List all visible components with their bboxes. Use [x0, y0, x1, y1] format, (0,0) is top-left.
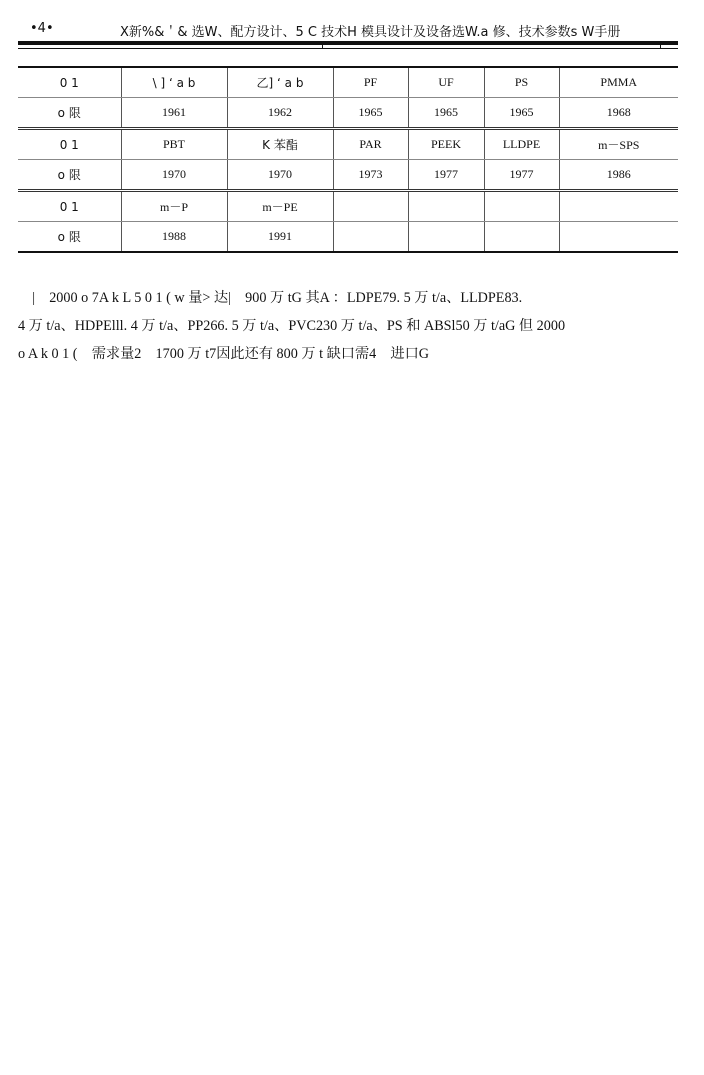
table-cell: 1977 — [484, 160, 559, 191]
table-cell: 1962 — [227, 98, 333, 129]
row-label: 0 1 — [18, 129, 121, 160]
header-rule-tick — [322, 44, 323, 49]
table-cell: 1965 — [408, 98, 484, 129]
row-label: o 限 — [18, 98, 121, 129]
body-paragraph — [18, 284, 678, 368]
table-cell: m－P — [121, 191, 227, 222]
table-cell: 1968 — [559, 98, 678, 129]
table-cell — [484, 222, 559, 253]
table-row — [18, 222, 678, 253]
row-label: o 限 — [18, 160, 121, 191]
table-cell: 1965 — [333, 98, 408, 129]
paragraph-line: | 2000 o 7A k L 5 0 1 ( w 量> 达| 900 万 tG 其A ：LDPE79. 5 万 t/a、LLDPE83. — [18, 290, 523, 306]
table-cell: 1977 — [408, 160, 484, 191]
table-cell: 1961 — [121, 98, 227, 129]
table-row — [18, 160, 678, 191]
table-row — [18, 98, 678, 129]
table-cell: 1970 — [121, 160, 227, 191]
table-cell: PF — [333, 67, 408, 98]
table-cell — [559, 222, 678, 253]
table-cell: 1965 — [484, 98, 559, 129]
header-rule-tick — [660, 44, 661, 49]
header-rule-thick — [18, 41, 678, 45]
table-cell: PEEK — [408, 129, 484, 160]
table-row — [18, 67, 678, 98]
table-row — [18, 129, 678, 160]
table-cell: 1991 — [227, 222, 333, 253]
table-cell: m－SPS — [559, 129, 678, 160]
table-cell — [333, 191, 408, 222]
paragraph-line: o A k 0 1 ( 需求量2 1700 万 t7因此还有 800 万 t 缺口需4 进口G — [18, 346, 430, 362]
table-cell — [408, 222, 484, 253]
table-cell: m－PE — [227, 191, 333, 222]
row-label: o 限 — [18, 222, 121, 253]
table-cell: 1973 — [333, 160, 408, 191]
table-cell: LLDPE — [484, 129, 559, 160]
table-cell: K 苯酯 — [227, 129, 333, 160]
header-rule-thin — [18, 48, 678, 49]
page-number: •4• — [30, 21, 54, 36]
running-title: X新%&＇& 选W、配方设计、5 C 技术H 模具设计及设备选W.a 修、技术参数s W手册 — [120, 25, 621, 40]
table-cell — [484, 191, 559, 222]
table-cell: PAR — [333, 129, 408, 160]
table-cell: PMMA — [559, 67, 678, 98]
table-row — [18, 191, 678, 222]
table-cell: PS — [484, 67, 559, 98]
table-cell — [408, 191, 484, 222]
table-cell: 1986 — [559, 160, 678, 191]
row-label: 0 1 — [18, 191, 121, 222]
table-cell: UF — [408, 67, 484, 98]
table-cell — [559, 191, 678, 222]
table-cell: PBT — [121, 129, 227, 160]
resin-year-table — [18, 66, 678, 253]
table-cell — [333, 222, 408, 253]
table-cell: 1988 — [121, 222, 227, 253]
paragraph-line: 4 万 t/a、HDPElll. 4 万 t/a、PP266. 5 万 t/a、PVC230 万 t/a、PS 和 ABSl50 万 t/aG 但 2000 — [18, 318, 566, 334]
table-cell: 1970 — [227, 160, 333, 191]
table-cell: \ ] ‘ a b — [121, 67, 227, 98]
row-label: 0 1 — [18, 67, 121, 98]
table-cell: 乙] ‘ a b — [227, 67, 333, 98]
running-header — [18, 18, 678, 40]
